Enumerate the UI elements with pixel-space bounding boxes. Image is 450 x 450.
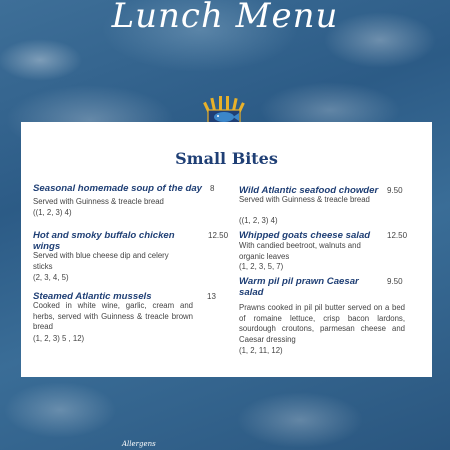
item-allergens: ((1, 2, 3) 4)	[239, 216, 278, 225]
item-description: Prawns cooked in pil pil butter served on a bed of romaine lettuce, crisp bacon lardons, sourdough croutons, parmesan cheese and Caesar dressing	[239, 303, 405, 344]
item-allergens: (1, 2, 11, 12)	[239, 346, 283, 355]
section-title: Small Bites	[175, 149, 278, 168]
item-name: Seasonal homemade soup of the day	[33, 183, 202, 194]
item-allergens: (1, 2, 3, 5, 7)	[239, 262, 284, 271]
item-price: 12.50	[208, 231, 229, 240]
item-description: Cooked in white wine, garlic, cream and herbs, served with Guinness & treacle brown bread	[33, 301, 193, 331]
item-price: 9.50	[387, 277, 403, 286]
item-description: Served with Guinness & treacle bread	[33, 197, 164, 206]
menu-title: Lunch Menu	[111, 0, 339, 36]
item-name: Wild Atlantic seafood chowder	[239, 185, 379, 196]
item-description: Served with blue cheese dip and celery sticks	[33, 251, 169, 271]
item-name: Steamed Atlantic mussels	[33, 291, 152, 302]
allergens-label: Allergens	[122, 440, 156, 448]
item-name: Warm pil pil prawn Caesar salad	[239, 276, 359, 298]
item-allergens: ((1, 2, 3) 4)	[33, 208, 72, 217]
item-allergens: (1, 2, 3) 5 , 12)	[33, 334, 85, 343]
menu-card	[21, 122, 432, 377]
item-price: 13	[207, 292, 216, 301]
item-description: Served with Guinness & treacle bread	[239, 195, 370, 204]
item-description: With candied beetroot, walnuts and organic leaves	[239, 241, 361, 261]
item-price: 8	[210, 184, 215, 193]
item-price: 9.50	[387, 186, 403, 195]
item-name: Hot and smoky buffalo chicken wings	[33, 230, 175, 252]
item-name: Whipped goats cheese salad	[239, 230, 371, 241]
item-price: 12.50	[387, 231, 408, 240]
item-allergens: (2, 3, 4, 5)	[33, 273, 69, 282]
